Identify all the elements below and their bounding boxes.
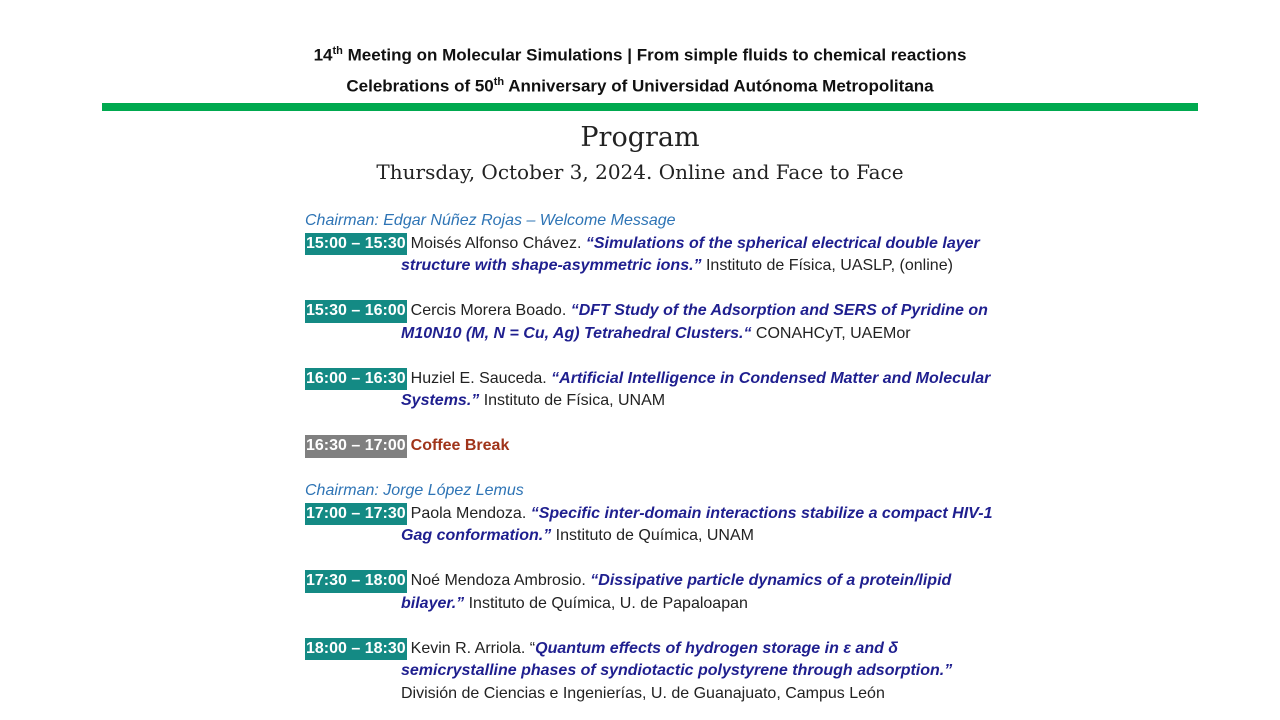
speaker-name: Kevin R. Arriola. (410, 639, 530, 657)
talk-title-cont: bilayer.” (401, 594, 465, 612)
affiliation: Instituto de Física, UASLP, (online) (701, 257, 953, 274)
affiliation: Instituto de Física, UNAM (479, 392, 666, 409)
session-chair: Chairman: Edgar Núñez Rojas – Welcome Message (305, 212, 676, 229)
edition-suffix: th (332, 45, 343, 57)
talk-entry (305, 503, 1025, 548)
header-line-1 (0, 38, 1280, 69)
time-badge: 18:00 – 18:30 (305, 638, 407, 661)
celebration-title: Anniversary of Universidad Autónoma Metropolitana (504, 76, 934, 96)
talk-entry (305, 570, 1025, 615)
speaker-name: Cercis Morera Boado. (410, 302, 571, 319)
document-header (0, 38, 1280, 99)
time-badge: 16:30 – 17:00 (305, 435, 407, 458)
talk-title-cont: M10N10 (M, N = Cu, Ag) Tetrahedral Clusters.“ (401, 324, 752, 342)
anniversary-suffix: th (493, 75, 505, 88)
speaker-name: Noé Mendoza Ambrosio. (410, 572, 591, 589)
time-badge: 15:00 – 15:30 (305, 233, 407, 256)
talk-title: “Simulations of the spherical electrical double layer (585, 234, 980, 252)
talk-entry (305, 300, 1025, 345)
time-badge: 16:00 – 16:30 (305, 368, 407, 391)
talk-title-cont: Systems.” (401, 392, 480, 409)
talk-title-cont: Gag conformation.” (401, 527, 552, 544)
time-badge: 17:30 – 18:00 (305, 570, 407, 593)
session-chair: Chairman: Jorge López Lemus (305, 482, 524, 499)
speaker-name: Paola Mendoza. (410, 504, 531, 522)
affiliation: Instituto de Química, U. de Papaloapan (464, 594, 748, 612)
affiliation: División de Ciencias e Ingenierías, U. de Guanajuato, Campus León (401, 684, 885, 702)
opening-quote: “ (529, 639, 536, 657)
celebration-prefix: Celebrations of 50 (346, 76, 494, 96)
time-badge: 17:00 – 17:30 (305, 503, 407, 526)
green-divider (102, 103, 1198, 111)
talk-title: “Specific inter-domain interactions stabilize a compact HIV-1 (530, 504, 993, 522)
affiliation: CONAHCyT, UAEMor (751, 324, 911, 342)
time-badge: 15:30 – 16:00 (305, 300, 407, 323)
affiliation: Instituto de Química, UNAM (551, 527, 754, 544)
edition-number: 14 (313, 45, 333, 65)
talk-title-cont: structure with shape-asymmetric ions.” (401, 257, 702, 274)
talk-title: Quantum effects of hydrogen storage in ε and δ (535, 639, 899, 657)
coffee-break-label: Coffee Break (410, 437, 510, 454)
program-title: Program (580, 122, 700, 153)
speaker-name: Huziel E. Sauceda. (410, 369, 552, 387)
meeting-title: Meeting on Molecular Simulations | From simple fluids to chemical reactions (342, 45, 967, 65)
talk-title: “Artificial Intelligence in Condensed Matter and Molecular (551, 369, 991, 387)
talk-title: “DFT Study of the Adsorption and SERS of Pyridine on (570, 302, 988, 319)
talk-entry (305, 233, 1025, 278)
talk-title-cont: semicrystalline phases of syndiotactic polystyrene through adsorption.” (401, 662, 953, 679)
coffee-break-entry (305, 435, 1025, 458)
speaker-name: Moisés Alfonso Chávez. (410, 234, 586, 252)
talk-entry (305, 638, 1025, 706)
talk-entry (305, 368, 1025, 413)
program-date: Thursday, October 3, 2024. Online and Face to Face (376, 160, 904, 184)
talk-title: “Dissipative particle dynamics of a protein/lipid (590, 572, 952, 589)
header-line-2 (0, 69, 1280, 100)
schedule (305, 210, 1025, 705)
